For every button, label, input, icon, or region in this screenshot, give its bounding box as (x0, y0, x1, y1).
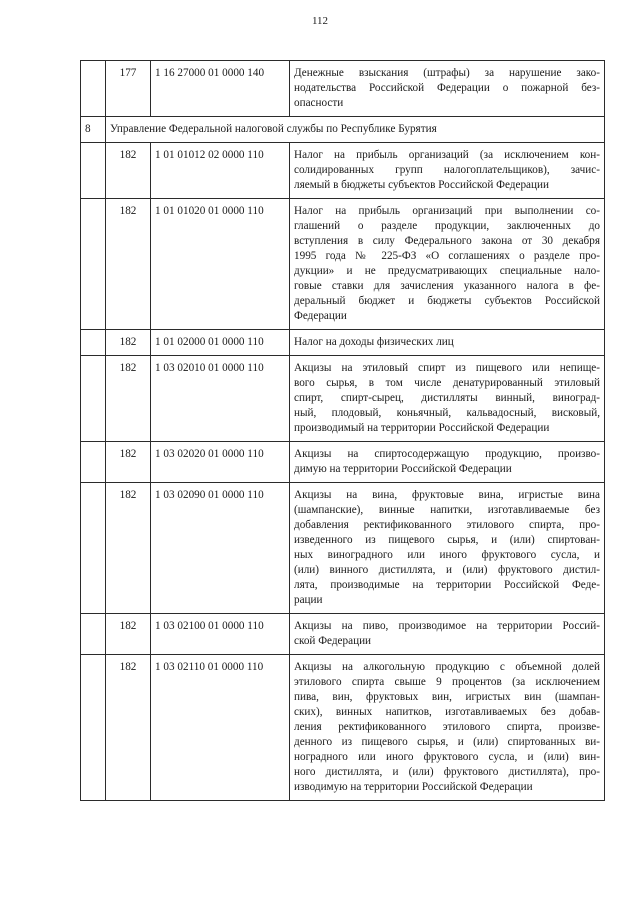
description-line: изведенного из пищевого сырья, и (или) спиртован- (294, 534, 600, 546)
administrator-code: 182 (106, 483, 151, 614)
revenue-code: 1 01 01020 01 0000 110 (151, 199, 290, 330)
description-line: рации (294, 594, 323, 606)
description-line: ских), винных напитков, изготавливаемых без добав- (294, 706, 600, 718)
row-number-cell (81, 442, 106, 483)
description-line: 1995 года № 225-ФЗ «О соглашениях о разделе про- (294, 250, 600, 262)
revenue-code: 1 01 02000 01 0000 110 (151, 330, 290, 356)
table-body (81, 61, 605, 801)
description-line: Налог на доходы физических лиц (294, 336, 454, 348)
description-line: деральный бюджет и бюджеты субъектов Российской (294, 295, 600, 307)
administrator-code: 182 (106, 199, 151, 330)
revenue-code: 1 03 02100 01 0000 110 (151, 614, 290, 655)
row-number-cell (81, 483, 106, 614)
description-line: нодательства Российской Федерации о пожарной без- (294, 82, 600, 94)
description-line: вого сырья, в том числе денатурированный этиловый (294, 377, 600, 389)
row-description (290, 199, 605, 330)
administrator-code: 182 (106, 442, 151, 483)
description-line: Акцизы на этиловый спирт из пищевого или непище- (294, 362, 600, 374)
description-line: Акцизы на пиво, производимое на территории Россий- (294, 620, 600, 632)
description-line: ный, плодовый, коньячный, кальвадосный, висковый, (294, 407, 600, 419)
agency-name: Управление Федеральной налоговой службы по Республике Бурятия (106, 117, 605, 143)
row-description (290, 143, 605, 199)
row-number-cell (81, 356, 106, 442)
description-line: вступления в силу Федерального закона от 30 декабря (294, 235, 600, 247)
administrator-code: 182 (106, 356, 151, 442)
description-line: ных виноградного или иного фруктового сусла, и (294, 549, 600, 561)
table-row (81, 483, 605, 614)
revenue-code: 1 16 27000 01 0000 140 (151, 61, 290, 117)
revenue-code: 1 03 02020 01 0000 110 (151, 442, 290, 483)
table-row (81, 655, 605, 801)
row-number-cell (81, 61, 106, 117)
description-line: говые ставки для зачисления указанного налога в фе- (294, 280, 600, 292)
table-row (81, 356, 605, 442)
row-number-cell (81, 655, 106, 801)
row-number-cell (81, 330, 106, 356)
description-line: ляемый в бюджеты субъектов Российской Федерации (294, 179, 549, 191)
description-line: производимый на территории Российской Федерации (294, 422, 550, 434)
administrator-code: 182 (106, 655, 151, 801)
description-line: этилового спирта свыше 9 процентов (за исключением (294, 676, 600, 688)
agency-row (81, 117, 605, 143)
row-number-cell (81, 143, 106, 199)
revenue-code: 1 03 02090 01 0000 110 (151, 483, 290, 614)
table-row (81, 442, 605, 483)
row-number-cell (81, 614, 106, 655)
description-line: глашений о разделе продукции, заключенных до (294, 220, 600, 232)
row-description (290, 483, 605, 614)
row-description (290, 442, 605, 483)
revenue-code: 1 01 01012 02 0000 110 (151, 143, 290, 199)
row-number-cell (81, 199, 106, 330)
revenue-code: 1 03 02110 01 0000 110 (151, 655, 290, 801)
description-line: ской Федерации (294, 635, 372, 647)
administrator-code: 182 (106, 614, 151, 655)
table-row (81, 199, 605, 330)
row-description (290, 61, 605, 117)
description-line: (или) винного дистиллята, и (или) фруктового дистил- (294, 564, 600, 576)
table-row (81, 614, 605, 655)
revenue-code: 1 03 02010 01 0000 110 (151, 356, 290, 442)
administrator-code: 182 (106, 330, 151, 356)
description-line: Акцизы на спиртосодержащую продукцию, произво- (294, 448, 600, 460)
table-row (81, 143, 605, 199)
administrator-code: 182 (106, 143, 151, 199)
administrator-code: 177 (106, 61, 151, 117)
description-line: солидированных групп налогоплательщиков), зачис- (294, 164, 600, 176)
description-line: опасности (294, 97, 344, 109)
row-description (290, 330, 605, 356)
description-line: Налог на прибыль организаций при выполнении со- (294, 205, 600, 217)
description-line: Акцизы на алкогольную продукцию с объемной долей (294, 661, 600, 673)
description-line: Налог на прибыль организаций (за исключением кон- (294, 149, 600, 161)
description-line: ления ректификованного этилового спирта, произве- (294, 721, 600, 733)
page-number: 112 (311, 15, 329, 27)
table-row (81, 61, 605, 117)
description-line: ного дистиллята, и (или) фруктового дистиллята), про- (294, 766, 600, 778)
description-line: Федерации (294, 310, 347, 322)
revenue-classification-table (80, 60, 605, 801)
description-line: лята, производимые на территории Российской Феде- (294, 579, 600, 591)
description-line: пива, вин, фруктовых вин, игристых вин (шампан- (294, 691, 600, 703)
table-row (81, 330, 605, 356)
row-description (290, 655, 605, 801)
description-line: Денежные взыскания (штрафы) за нарушение зако- (294, 67, 600, 79)
row-description (290, 356, 605, 442)
description-line: Акцизы на вина, фруктовые вина, игристые вина (294, 489, 600, 501)
description-line: добавления ректификованного этилового спирта, про- (294, 519, 600, 531)
description-line: денного из пищевого сырья, и (или) спиртованных ви- (294, 736, 600, 748)
row-description (290, 614, 605, 655)
description-line: ноградного или иного фруктового сусла, и (или) вин- (294, 751, 600, 763)
description-line: димую на территории Российской Федерации (294, 463, 512, 475)
description-line: (шампанские), винные напитки, изготавливаемые без (294, 504, 600, 516)
description-line: дукции» и не предусматривающих специальные нало- (294, 265, 600, 277)
description-line: спирт, спирт-сырец, дистилляты винный, виноград- (294, 392, 600, 404)
agency-number: 8 (81, 117, 106, 143)
description-line: изводимую на территории Российской Федерации (294, 781, 533, 793)
